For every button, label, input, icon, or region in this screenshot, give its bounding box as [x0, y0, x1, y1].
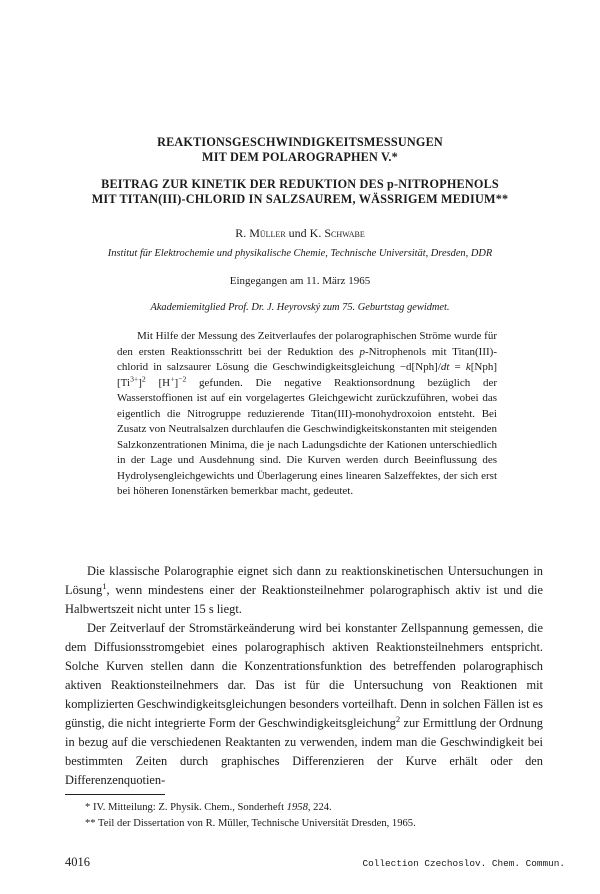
- body-text: [65, 562, 543, 790]
- journal-name: Collection Czechoslov. Chem. Commun.: [362, 858, 565, 869]
- author-1: R. Müller: [235, 226, 286, 240]
- author-conjunction: und: [288, 226, 307, 240]
- abstract: [117, 329, 497, 500]
- received-date: Eingegangen am 11. März 1965: [229, 275, 371, 287]
- reference-2: 2: [395, 713, 401, 724]
- dedication: Akademiemitglied Prof. Dr. J. Heyrovský zum 75. Geburtstag gewidmet.: [150, 302, 450, 313]
- footnote-divider: [65, 794, 165, 795]
- title-line-2: MIT DEM POLAROGRAPHEN V.*: [202, 150, 398, 164]
- reference-1: 1: [102, 580, 107, 591]
- author-line: [40, 226, 560, 241]
- footnote-2: ** Teil der Dissertation von R. Müller, Technische Universität Dresden, 1965.: [85, 818, 416, 829]
- institution: Institut für Elektrochemie und physikalische Chemie, Technische Universität, Dresden, DDR: [107, 248, 493, 259]
- abstract-paragraph: Mit Hilfe der Messung des Zeitverlaufes der polarographischen Ströme wurde für den ersten Reaktionsschritt bei der Reduktion des p-Nitrophenols mit Titan(III)-chlorid in salzsaurer Lösung die Geschwindigkeitsgleichung $-d[Nph]/dt = k[Nph][Ti^{3+}]^2$ $[H^+]^{-2}$ gefunden. Die negative Reaktionsordnung bezüglich der Wasserstoffionen ist auf ein vorgelagertes Gleichgewicht zurückzuführen, wobei das eigentlich die Nitrogruppe reduzierende Titan(III)-monohydroxoion entsteht. Bei Zusatz von Neutralsalzen durchlaufen die Geschwindigkeitskonstanten mit steigenden Salzkonzentrationen Minima, die je nach Ladungsdichte der Kationen unterschiedlich in der Lage und Ausdehnung sind. Die Kurven werden durch Beeinflussung des Hydrolysengleichgewichts und Überlagerung eines linearen Salzeffektes, der sich erst bei höheren Ionenstärken bemerkbar macht, gedeutet.: [117, 330, 497, 497]
- footnotes: [65, 800, 543, 832]
- page-number: 4016: [65, 855, 90, 869]
- subtitle-line-2: MIT TITAN(III)-CHLORID IN SALZSAUREM, WÄSSRIGEM MEDIUM**: [91, 192, 509, 206]
- subtitle-line-1: BEITRAG ZUR KINETIK DER REDUKTION DES p-NITROPHENOLS: [101, 177, 499, 191]
- title-line-1: REAKTIONSGESCHWINDIGKEITSMESSUNGEN: [157, 135, 443, 149]
- body-paragraph-1: Die klassische Polarographie eignet sich dann zu reaktionskinetischen Untersuchungen in Lösung$^1$, wenn mindestens einer der Reaktionsteilnehmer polarographisch aktiv ist und die Halbwertszeit nicht unter 15 s liegt.: [65, 564, 543, 616]
- body-paragraph-2: Der Zeitverlauf der Stromstärkeänderung wird bei konstanter Zellspannung gemessen, die dem Diffusionsstromgebiet eines polarographisch aktiven Reaktionsteilnehmers entspricht. Solche Kurven stellen dann die Konzentrationsfunktion des betreffenden polarographisch aktiven Reaktionsteilnehmers dar. Das ist für die Untersuchung von Reaktionen mit komplizierten Geschwindigkeitsgleichungen besonders vorteilhaft. Denn in solchen Fällen ist es günstig, die nicht integrierte Form der Geschwindigkeitsgleichung$^2$ zur Ermittlung der Ordnung in bezug auf die verschiedenen Reaktanten zu verwenden, indem man die Geschwindigkeit bei bestimmten Zeiten durch graphisches Differenzieren der Kurve erhält oder den Differenzenquotien-: [65, 621, 543, 787]
- author-2: K. Schwabe: [309, 226, 365, 240]
- footnote-1: * IV. Mitteilung: Z. Physik. Chem., Sonderheft 1958, 224.: [85, 802, 332, 813]
